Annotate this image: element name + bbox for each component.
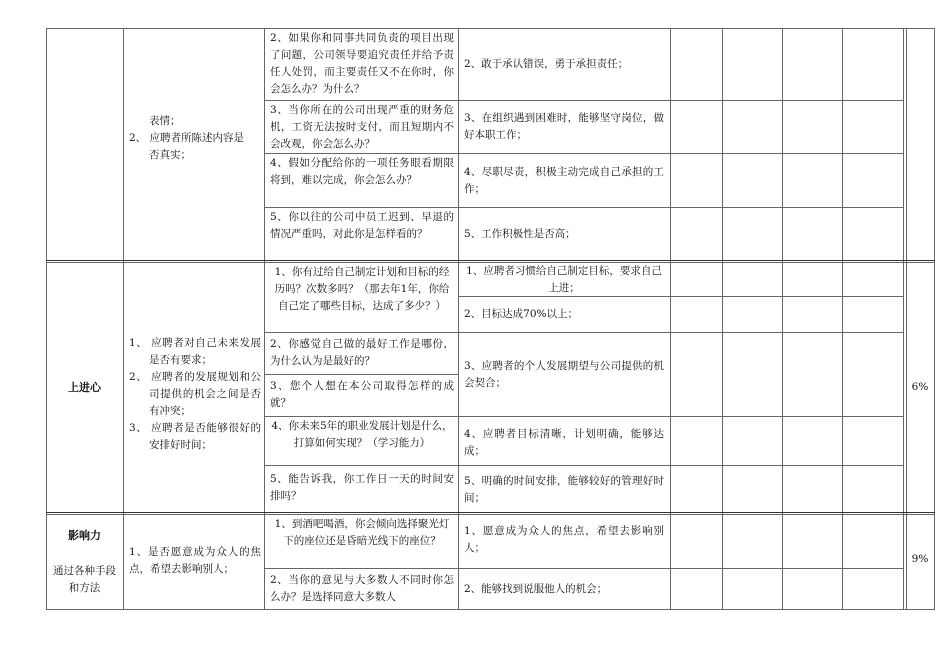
- grid-line: [458, 100, 903, 101]
- grid-line: [123, 28, 124, 610]
- grid-line: [46, 609, 935, 610]
- question-cell: 1、你有过给自己制定计划和目标的经历吗？次数多吗？（那去年1年，你给自己定了哪些目标，达成了多少？）: [274, 266, 450, 312]
- criteria-line: 表情；: [149, 115, 181, 127]
- criteria-item: 2、 应聘者的发展规划和公司提供的机会之间是否有冲突；: [129, 371, 261, 417]
- standard-cell: 4、尽职尽责，积极主动完成自己承担的工作；: [464, 166, 664, 195]
- standard-cell: 3、应聘者的个人发展期望与公司提供的机会契合；: [464, 360, 664, 389]
- block-divider: [46, 512, 935, 513]
- standard-cell: 2、能够找到说服他人的机会；: [464, 583, 608, 595]
- category-subtitle: 通过各种手段和方法: [53, 565, 116, 594]
- standard-cell: 4、应聘者目标清晰，计划明确，能够达成；: [464, 428, 664, 457]
- weight-value: 9%: [911, 553, 929, 565]
- question-cell: 2、你感觉自己做的最好工作是哪份，为什么认为是最好的？: [270, 338, 454, 367]
- grid-line: [46, 28, 47, 610]
- standard-cell: 2、目标达成70%以上；: [464, 308, 579, 320]
- block-divider: [46, 514, 935, 515]
- standard-cell: 5、明确的时间安排，能够较好的管理好时间；: [464, 475, 664, 504]
- standard-cell: 1、愿意成为众人的焦点，希望去影响别人；: [464, 525, 664, 554]
- grid-line: [782, 28, 783, 610]
- question-cell: 2、如果你和同事共同负责的项目出现了问题，公司领导要追究责任并给予责任人处罚，而主要责任又不在你时，你会怎么办？为什么？: [270, 32, 454, 95]
- grid-line: [670, 28, 671, 610]
- question-cell: 5、能告诉我，你工作日一天的时间安排吗？: [270, 473, 454, 502]
- block-divider: [46, 260, 935, 261]
- category-title: 影响力: [68, 529, 101, 542]
- grid-line: [264, 568, 458, 569]
- criteria-cell: 1、是否愿意成为众人的焦点，希望去影响别人；: [129, 546, 261, 575]
- question-cell: 1、到酒吧喝酒，你会倾向选择聚光灯下的座位还是昏暗光线下的座位？: [274, 518, 450, 547]
- grid-line: [458, 332, 903, 333]
- grid-line: [264, 153, 458, 154]
- grid-line: [264, 28, 265, 610]
- grid-line: [906, 28, 907, 610]
- question-cell: 3、当你所在的公司出现严重的财务危机，工资无法按时支付，而且短期内不会改观，你会怎么办？: [270, 104, 454, 150]
- question-cell: 3、您个人想在本公司取得怎样的成就？: [270, 380, 454, 409]
- grid-line: [458, 568, 903, 569]
- grid-line: [934, 28, 935, 610]
- grid-line: [264, 100, 458, 101]
- question-cell: 4、假如分配给你的一项任务眼看期限将到，难以完成，你会怎么办？: [270, 157, 454, 186]
- grid-line: [46, 28, 935, 29]
- category-title: 上进心: [68, 381, 101, 394]
- criteria-cell: [129, 113, 261, 164]
- standard-cell: 2、敢于承认错误，勇于承担责任；: [464, 58, 629, 70]
- grid-line: [264, 207, 458, 208]
- criteria-item: 3、 应聘者是否能够很好的安排好时间；: [129, 422, 261, 451]
- grid-line: [903, 28, 904, 610]
- grid-line: [264, 465, 458, 466]
- grid-line: [264, 332, 458, 333]
- standard-cell: 1、应聘者习惯给自己制定目标，要求自己上进；: [466, 265, 662, 294]
- grid-line: [842, 28, 843, 610]
- criteria-line: 否真实；: [149, 149, 191, 161]
- standard-cell: 3、在组织遇到困难时，能够坚守岗位，做好本职工作；: [464, 112, 664, 141]
- question-cell: 2、当你的意见与大多数人不同时你怎么办？是选择同意大多数人: [270, 574, 454, 603]
- grid-line: [458, 465, 903, 466]
- weight-value: 6%: [911, 381, 929, 393]
- criteria-cell: [129, 335, 261, 454]
- grid-line: [722, 28, 723, 610]
- question-cell: 5、你以往的公司中员工迟到、早退的情况严重吗，对此你是怎样看的？: [270, 211, 454, 240]
- grid-line: [264, 374, 458, 375]
- criteria-item: 1、 应聘者对自己未来发展是否有要求；: [129, 337, 261, 366]
- criteria-line: 2、 应聘者所陈述内容是: [129, 132, 245, 144]
- grid-line: [264, 416, 458, 417]
- grid-line: [458, 28, 459, 610]
- question-cell: 4、你未来5年的职业发展计划是什么，打算如何实现？（学习能力）: [271, 420, 453, 449]
- grid-line: [458, 153, 903, 154]
- standard-cell: 5、工作积极性是否高；: [464, 228, 576, 240]
- grid-line: [458, 416, 903, 417]
- grid-line: [458, 207, 903, 208]
